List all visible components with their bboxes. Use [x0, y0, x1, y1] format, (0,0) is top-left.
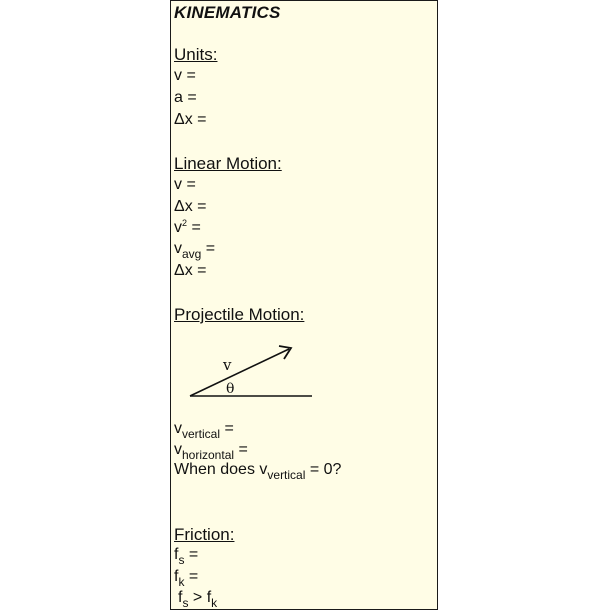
units-velocity: v = — [174, 67, 196, 84]
page-title: KINEMATICS — [174, 3, 281, 22]
static-friction: $f_s$ = — [174, 546, 199, 567]
linear-v-squared: $v^2$ = — [174, 218, 201, 236]
horizontal-velocity: $v_{horizontal}$ = — [174, 441, 248, 462]
friction-heading: Friction: — [174, 525, 235, 544]
linear-motion-heading: Linear Motion: — [174, 154, 282, 173]
units-acceleration: a = — [174, 89, 197, 106]
kinetic-friction: $f_k$ = — [174, 568, 199, 589]
friction-comparison: $f_s > f_k$ — [178, 589, 218, 610]
vertical-velocity-question: When does $v_{vertical} = 0$? — [174, 461, 342, 482]
projectile-motion-heading: Projectile Motion: — [174, 305, 305, 324]
velocity-vector-diagram — [185, 341, 315, 401]
kinematics-sheet — [170, 0, 438, 610]
linear-displacement: Δx = — [174, 198, 207, 215]
linear-displacement-2: Δx = — [174, 262, 207, 279]
angle-label: θ — [226, 381, 235, 397]
units-displacement: Δx = — [174, 111, 207, 128]
velocity-vector-line — [190, 349, 289, 396]
vector-label: v — [223, 356, 232, 374]
linear-average-velocity: $v_{avg}$ = — [174, 240, 216, 261]
vertical-velocity: $v_{vertical}$ = — [174, 420, 234, 441]
linear-velocity: v = — [174, 176, 196, 193]
units-heading: Units: — [174, 45, 218, 64]
